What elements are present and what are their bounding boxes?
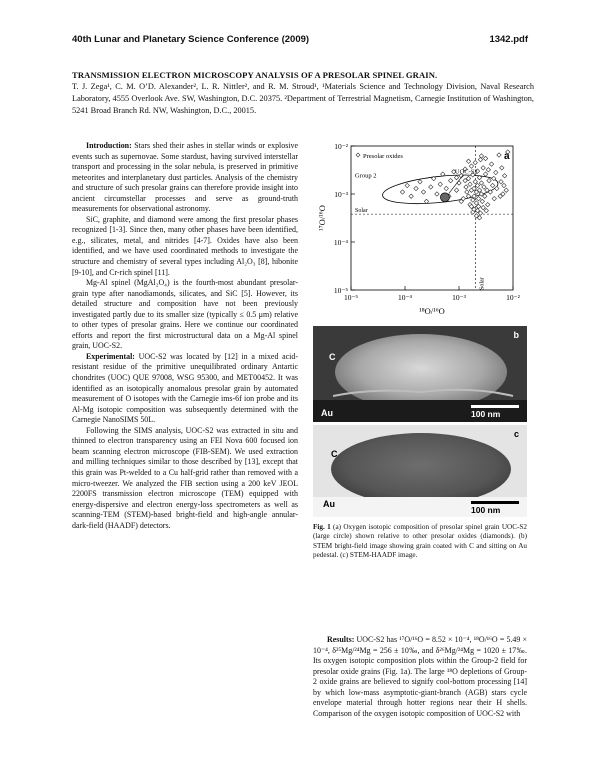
panel-c-c-label: C xyxy=(331,449,338,459)
experimental-paragraph-2: Following the SIMS analysis, UOC-S2 was extracted in situ and thinned to electron transparency using an FEI Nova 600 focused ion beam scanning electron microscope (FIB-SEM). We used extraction and milling techniques similar to those described by [13], except that this grain was Pt-welded to a Cu half-grid rather than removed with a micro-tweezer. We analyzed the FIB section using a 200 keV JEOL 2200FS transmission electron microscope (TEM) equipped with energy-dispersive and electron energy-loss spectrometers as well as scanning-TEM (STEM)-based bright-field and high-angle annular-dark-field (HAADF) detectors. xyxy=(72,425,298,530)
figure-1a xyxy=(313,140,527,318)
intro-heading: Introduction: xyxy=(86,141,132,150)
uoc-s2-label: UOC-S2 xyxy=(454,168,478,176)
left-column xyxy=(72,141,298,531)
legend-label: Presolar oxides xyxy=(363,153,403,160)
y-tick-label: 10⁻³ xyxy=(334,190,348,199)
panel-b-letter: b xyxy=(513,330,519,340)
panel-c-au-label: Au xyxy=(323,499,335,509)
paper-id: 1342.pdf xyxy=(489,34,528,45)
isotope-scatter-chart xyxy=(313,140,527,318)
y-tick-label: 10⁻² xyxy=(334,142,348,151)
panel-c-scale-bar xyxy=(471,505,519,515)
results-text-1: UOC-S2 has ¹⁷O/¹⁶O = 8.52 × 10⁻⁴, ¹⁸O/¹⁶O = 5.49 × 10⁻⁴, δ²⁵Mg/²⁴Mg = 256 ± 10‰, and δ²⁶Mg/²⁴Mg = 1020 ± 17‰. Its oxygen isotopic composition plots within the Group-2 field for presolar oxide grains (Fig. 1a). The large ¹⁸O depletions of Group-2 oxide grains are believed to signify cool-bottom processing [14] by which low-mass asymptotic-giant-branch (AGB) stars cycle envelope material through hotter regions near their H shells. Comparison of the oxygen isotopic composition of UOC-S2 with xyxy=(313,635,527,718)
panel-b-scale-text: 100 nm xyxy=(471,409,501,419)
experimental-heading: Experimental: xyxy=(86,351,135,361)
panel-b-scale-bar xyxy=(471,409,519,419)
scale-bar-line xyxy=(471,405,519,408)
x-tick-label: 10⁻⁵ xyxy=(343,293,359,302)
intro-text-1: Stars shed their ashes in stellar winds or explosive events such as supernovae. Some stardust, having survived interstellar transport and processing in the solar nebula, is preserved in primitive meteorites and interplanetary dust particles. Analysis of the chemistry and structure of such presolar grains can therefore provide insight into ancient circumstellar processes and serve as ground-truth measurements for observational astronomy. xyxy=(72,141,298,214)
author-affiliations: T. J. Zega¹, C. M. O’D. Alexander², L. R. Nittler², and R. M. Stroud¹, ¹Materials Science and Technology Division, Naval Research Laboratory, 4555 Overlook Ave. SW, Washington, D.C. 20375. ²Department of Terrestrial Magnetism, Carnegie Institution of Washington, 5241 Broad Branch Rd. NW, Washington, D.C., 20015. xyxy=(72,82,534,115)
y-axis-label: ¹⁷O/¹⁶O xyxy=(317,205,327,231)
uoc-s2-point xyxy=(440,193,449,202)
y-tick-label: 10⁻⁴ xyxy=(333,238,348,247)
solar-label-vertical: Solar xyxy=(479,277,486,290)
caption-text: (a) Oxygen isotopic composition of presolar spinel grain UOC-S2 (large circle) shown relative to other presolar oxides (diamonds). (b) STEM bright-field image showing grain coated with C and sitting on Au pedestal. (c) STEM-HAADF image. xyxy=(313,523,528,559)
results-heading: Results: xyxy=(327,635,355,644)
y-tick-label: 10⁻⁵ xyxy=(333,286,348,295)
experimental-text-1: UOC-S2 was located by [12] in a mixed acid-resistant residue of the primitive unequilibrated ordinary Antartic chondrites (UOC) QUE 97008, WSG 95300, and MET00452. It was identified as an isotopically anomalous presolar grain by automated measurement of O isotopes with the Carnegie ims-6f ion probe and its Al-Mg isotopic composition was subsequently determined with the Carnegie NanoSIMS 50L. xyxy=(72,351,298,425)
group2-label: Group 2 xyxy=(355,172,377,180)
figure-caption xyxy=(313,523,527,560)
intro-paragraph-2: SiC, graphite, and diamond were among the first presolar phases recognized [1-3]. Since then, many other phases have been identified, e.g., silicates, metal, and nitrides [4-7]. Oxides have also been identified, and we have used coordinated methods to investigate the structure and chemistry of several types including Al₂O₃ [8], hibonite [9-10], and Cr-rich spinel [11]. xyxy=(72,214,298,277)
intro-paragraph-3: Mg-Al spinel (MgAl₂O₄) is the fourth-most abundant presolar-grain type after nanodiamonds, silicates, and SiC [5]. However, its detailed structure and composition have not been previously investigated partly due to its smaller size (typically ≤ 0.5 μm) relative to other types of presolar grains. Here we continue our coordinated efforts and report the first microstructural data on a Mg-Al spinel grain, UOC-S2. xyxy=(72,278,298,351)
x-tick-label: 10⁻² xyxy=(506,293,520,302)
results-paragraph-1 xyxy=(313,635,527,719)
x-tick-label: 10⁻⁴ xyxy=(397,293,413,302)
paper-title: TRANSMISSION ELECTRON MICROSCOPY ANALYSIS OF A PRESOLAR SPINEL GRAIN. xyxy=(72,70,438,80)
x-axis-label: ¹⁸O/¹⁶O xyxy=(419,306,445,316)
scale-bar-line xyxy=(471,501,519,504)
figure-1b-stem-bright-field xyxy=(313,326,527,422)
solar-label-horizontal: Solar xyxy=(355,208,368,215)
panel-c-scale-text: 100 nm xyxy=(471,505,501,515)
right-column xyxy=(313,635,527,719)
panel-c-letter: c xyxy=(513,429,519,439)
panel-b-c-label: C xyxy=(329,352,336,362)
panel-a-letter: a xyxy=(504,151,510,162)
panel-b-au-label: Au xyxy=(321,408,333,418)
intro-paragraph-1 xyxy=(72,141,298,215)
experimental-paragraph-1 xyxy=(72,352,298,426)
x-tick-label: 10⁻³ xyxy=(452,293,466,302)
figure-1c-stem-haadf xyxy=(313,425,527,517)
caption-label: Fig. 1 xyxy=(313,523,331,531)
conference-header: 40th Lunar and Planetary Science Conference (2009) xyxy=(72,34,310,45)
